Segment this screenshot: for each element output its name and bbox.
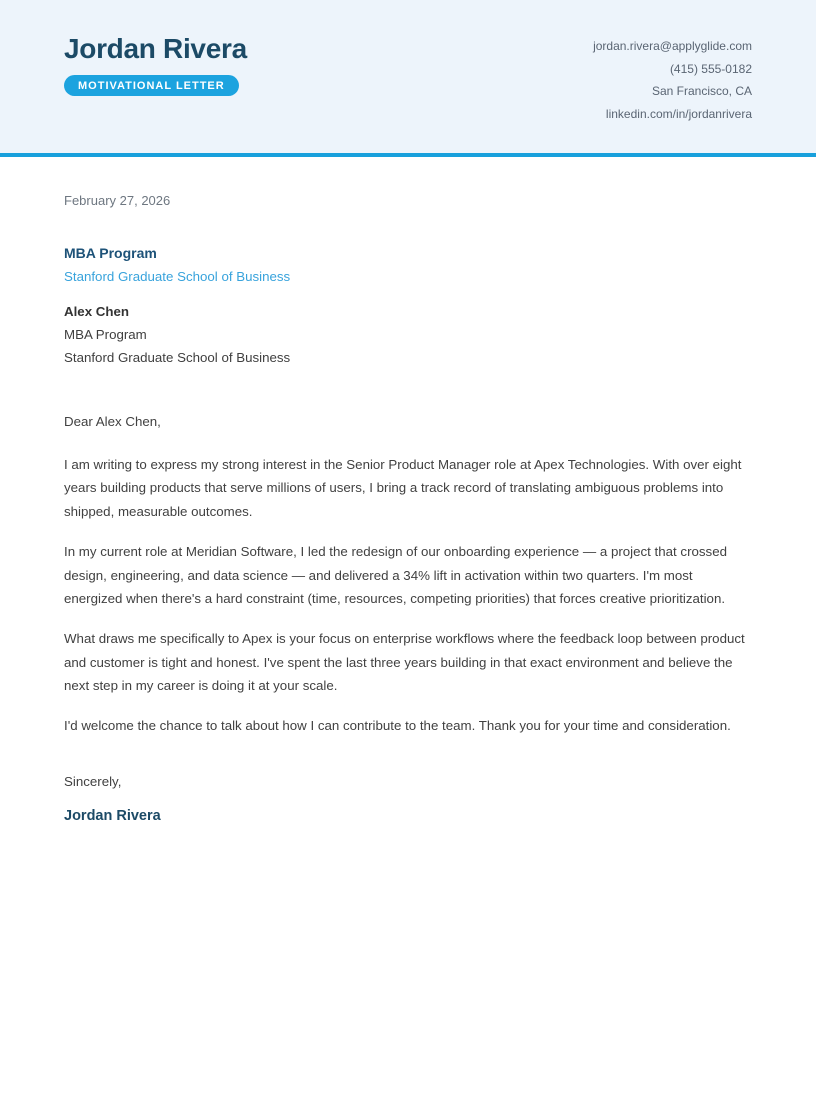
recipient-org-block	[64, 243, 752, 287]
recipient-contact-org: Stanford Graduate School of Business	[64, 350, 291, 365]
letter-header	[0, 0, 816, 157]
recipient-person-block	[64, 300, 752, 369]
recipient-program-title: MBA Program	[64, 245, 157, 261]
contact-location: San Francisco, CA	[651, 84, 752, 98]
closing: Sincerely,	[64, 773, 122, 789]
letter-body	[0, 191, 816, 827]
contact-linkedin: linkedin.com/in/jordanrivera	[605, 106, 752, 121]
applicant-name: Jordan Rivera	[64, 33, 247, 64]
header-identity	[64, 34, 247, 96]
recipient-contact-role: MBA Program	[64, 327, 147, 342]
salutation: Dear Alex Chen,	[64, 414, 161, 429]
letter-paragraph: In my current role at Meridian Software, I led the redesign of our onboarding experience — a project that crossed design, engineering, and data science — and delivered a 34% lift in activation within two quarters. I'm most energized when there's a hard constraint (time, resources, competing priorities) that forces creative prioritization.	[64, 543, 727, 607]
contact-email: jordan.rivera@applyglide.com	[593, 39, 752, 53]
letter-date: February 27, 2026	[64, 193, 171, 208]
letter-paragraph: What draws me specifically to Apex is your focus on enterprise workflows where the feedback loop between product and customer is tight and honest. I've spent the last three years building in that exact environment and believe the next step in my career is doing it at your scale.	[64, 630, 745, 694]
recipient-school-link[interactable]: Stanford Graduate School of Business	[64, 269, 291, 284]
contact-info	[593, 35, 752, 125]
signature-name: Jordan Rivera	[64, 808, 161, 825]
letter-paragraph: I'd welcome the chance to talk about how I can contribute to the team. Thank you for your time and consideration.	[64, 718, 731, 734]
document-type-badge: MOTIVATIONAL LETTER	[64, 75, 239, 96]
letter-paragraph: I am writing to express my strong interest in the Senior Product Manager role at Apex Technologies. With over eight years building products that serve millions of users, I bring a track record of translating ambiguous problems into shipped, measurable outcomes.	[64, 456, 742, 520]
recipient-contact-name: Alex Chen	[64, 304, 130, 319]
contact-phone: (415) 555-0182	[669, 61, 752, 76]
